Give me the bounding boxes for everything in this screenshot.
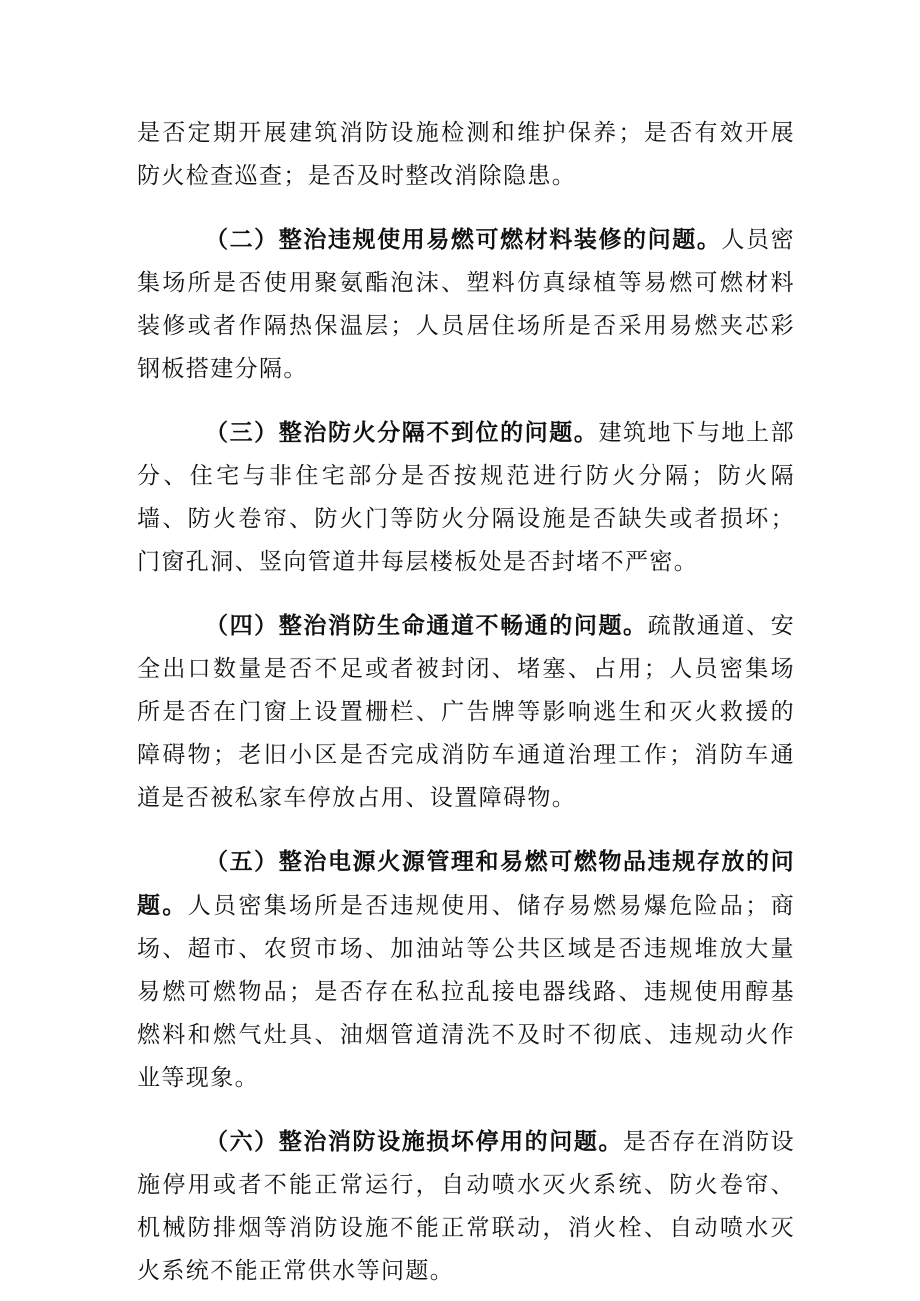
paragraph-body: 人员密集场所是否违规使用、储存易燃易爆危险品；商场、超市、农贸市场、加油站等公共区域是否违规堆放大量易燃可燃物品；是否存在私拉乱接电器线路、违规使用醇基燃料和燃气灶具、油烟管道清洗不及时不彻底、违规动火作业等现象。 <box>137 893 795 1091</box>
paragraph-body: 是否定期开展建筑消防设施检测和维护保养；是否有效开展防火检查巡查；是否及时整改消除隐患。 <box>137 120 795 189</box>
paragraph-section-6 <box>137 1120 795 1293</box>
paragraph-section-4 <box>137 604 795 820</box>
paragraph-section-5 <box>137 840 795 1100</box>
paragraph-body: 疏散通道、安全出口数量是否不足或者被封闭、堵塞、占用；人员密集场所是否在门窗上设置栅栏、广告牌等影响逃生和灭火救援的障碍物；老旧小区是否完成消防车通道治理工作；消防车通道是否被私家车停放占用、设置障碍物。 <box>137 613 795 811</box>
paragraph-body: 人员密集场所是否使用聚氨酯泡沫、塑料仿真绿植等易燃可燃材料装修或者作隔热保温层；人员居住场所是否采用易燃夹芯彩钢板搭建分隔。 <box>137 227 796 382</box>
section-heading: （五）整治电源火源管理和易燃可燃物品违规存放的问题。 <box>137 848 795 919</box>
section-heading: （六）整治消防设施损坏停用的问题。 <box>205 1128 624 1155</box>
paragraph-continuation <box>137 112 795 198</box>
paragraph-body: 建筑地下与地上部分、住宅与非住宅部分是否按规范进行防火分隔；防火隔墙、防火卷帘、防火门等防火分隔设施是否缺失或者损坏；门窗孔洞、竖向管道井每层楼板处是否封堵不严密。 <box>137 420 796 575</box>
section-heading: （二）整治违规使用易燃可燃材料装修的问题。 <box>205 226 722 253</box>
section-heading: （四）整治消防生命通道不畅通的问题。 <box>205 612 648 639</box>
paragraph-section-3 <box>137 411 795 584</box>
section-heading: （三）整治防火分隔不到位的问题。 <box>205 419 599 446</box>
document-body <box>137 112 795 1293</box>
paragraph-section-2 <box>137 218 795 391</box>
paragraph-body: 是否存在消防设施停用或者不能正常运行，自动喷水灭火系统、防火卷帘、机械防排烟等消防设施不能正常联动，消火栓、自动喷水灭火系统不能正常供水等问题。 <box>137 1129 795 1284</box>
